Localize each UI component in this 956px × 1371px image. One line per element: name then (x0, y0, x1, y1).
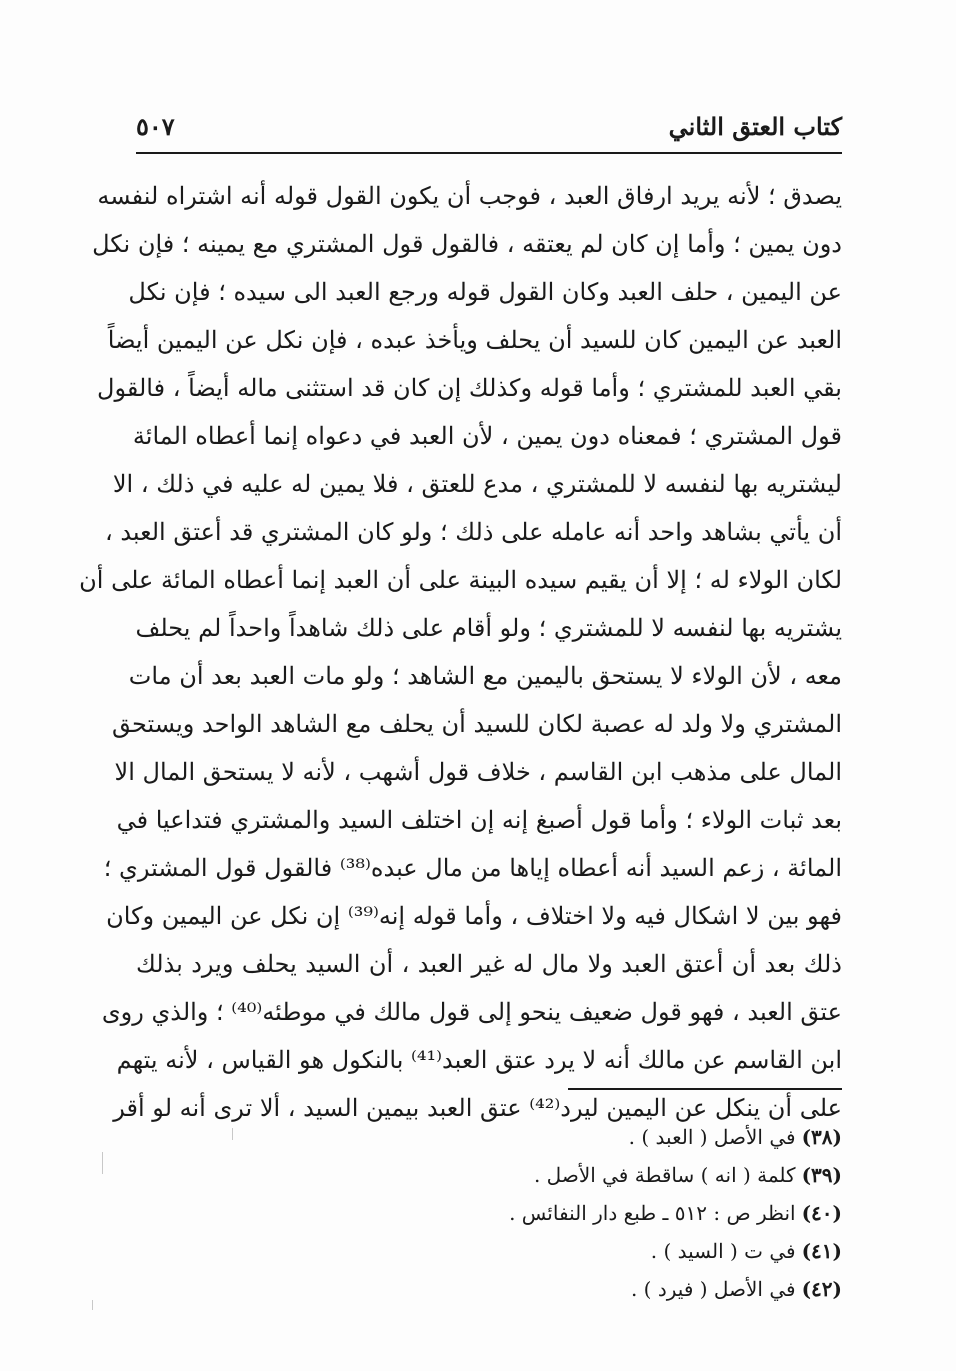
footnotes (136, 1118, 842, 1308)
text-line: أن يأتي بشاهد واحد أنه عامله على ذلك ؛ ولو كان المشتري قد أعتق العبد ، (104, 518, 842, 546)
text-line: ابن القاسم عن مالك أنه لا يرد عتق العبد⁽⁴¹⁾ بالنكول هو القياس ، لأنه يتهم (116, 1046, 842, 1074)
page-number: ٥٠٧ (136, 112, 175, 141)
text-line: ذلك بعد أن أعتق العبد ولا مال له غير العبد ، أن السيد يحلف ويرد بذلك (136, 950, 842, 978)
footnote-separator (568, 1088, 842, 1090)
text-line: فهو بين لا اشكال فيه ولا اختلاف ، وأما قوله إنه⁽³⁹⁾ إن نكل عن اليمين وكان (106, 902, 842, 930)
footnote-number: (٤٠) (801, 1201, 842, 1225)
text-line: يشتريه بها لنفسه لا للمشتري ؛ ولو أقام على ذلك شاهداً واحداً لم يحلف (135, 614, 842, 642)
footnote (136, 1194, 842, 1232)
text-line: ليشتريه بها لنفسه لا للمشتري ، مدع للعتق ، فلا يمين له عليه في ذلك ، الا (112, 470, 842, 498)
text-line: يصدق ؛ لأنه يريد ارفاق العبد ، فوجب أن يكون القول قوله أنه اشتراه لنفسه (97, 182, 842, 210)
scan-speck (232, 1128, 233, 1140)
footnote (136, 1156, 842, 1194)
text-line: لكان الولاء له ؛ إلا أن يقيم سيده البينة على أن العبد إنما أعطاه المائة على أن (79, 566, 842, 594)
text-line: على أن ينكل عن اليمين ليرد⁽⁴²⁾ عتق العبد بيمين السيد ، ألا ترى أنه لو أقر (113, 1094, 842, 1122)
text-line: العبد عن اليمين كان للسيد أن يحلف ويأخذ عبده ، فإن نكل عن اليمين أيضاً (107, 326, 842, 354)
footnote-text: في الأصل ( فيرد ) . (630, 1277, 796, 1301)
footnote-number: (٣٨) (801, 1125, 842, 1149)
scan-speck (102, 1152, 103, 1174)
footnote (136, 1270, 842, 1308)
footnote-text: انظر ص : ٥١٢ ـ طبع دار النفائس . (509, 1201, 796, 1225)
text-line: قول المشتري ؛ فمعناه دون يمين ، لأن العبد في دعواه إنما أعطاه المائة (132, 422, 842, 450)
footnote-number: (٣٩) (801, 1163, 842, 1187)
footnote-number: (٤٢) (801, 1277, 842, 1301)
text-line: المائة ، زعم السيد أنه أعطاه إياها من مال عبده⁽³⁸⁾ فالقول قول المشتري ؛ (103, 854, 842, 882)
text-line: عتق العبد ، فهو قول ضعيف ينحو إلى قول مالك في موطئه⁽⁴⁰⁾ ؛ والذي روى (101, 998, 842, 1026)
footnote-number: (٤١) (801, 1239, 842, 1263)
footnote (136, 1232, 842, 1270)
text-line: عن اليمين ، حلف العبد وكان القول قوله ورجع العبد الى سيده ؛ فإن نكل (128, 278, 842, 306)
page-header (136, 108, 842, 152)
footnote-text: في ت ( السيد ) . (650, 1239, 796, 1263)
scan-speck (92, 1300, 93, 1310)
footnote (136, 1118, 842, 1156)
text-line: المال على مذهب ابن القاسم ، خلاف قول أشهب ، لأنه لا يستحق المال الا (114, 758, 842, 786)
text-line: بعد ثبات الولاء ؛ وأما قول أصبغ إنه إن اختلف السيد والمشتري فتداعيا في (116, 806, 842, 834)
text-line: دون يمين ؛ وأما إن كان لم يعتقه ، فالقول قول المشتري مع يمينه ؛ فإن نكل (92, 230, 842, 258)
header-rule (136, 152, 842, 154)
main-text (79, 172, 842, 1132)
text-line: معه ، لأن الولاء لا يستحق باليمين مع الشاهد ؛ ولو مات العبد بعد أن مات (128, 662, 842, 690)
text-line: بقي العبد للمشتري ؛ وأما قوله وكذلك إن كان قد استثنى ماله أيضاً ، فالقول (97, 374, 842, 402)
footnote-text: كلمة ( انه ) ساقطة في الأصل . (533, 1163, 796, 1187)
running-title: كتاب العتق الثاني (668, 112, 842, 141)
footnote-text: في الأصل ( العبد ) . (628, 1125, 796, 1149)
text-line: المشتري ولا ولد له عصبة لكان للسيد أن يحلف مع الشاهد الواحد ويستحق (111, 710, 842, 738)
